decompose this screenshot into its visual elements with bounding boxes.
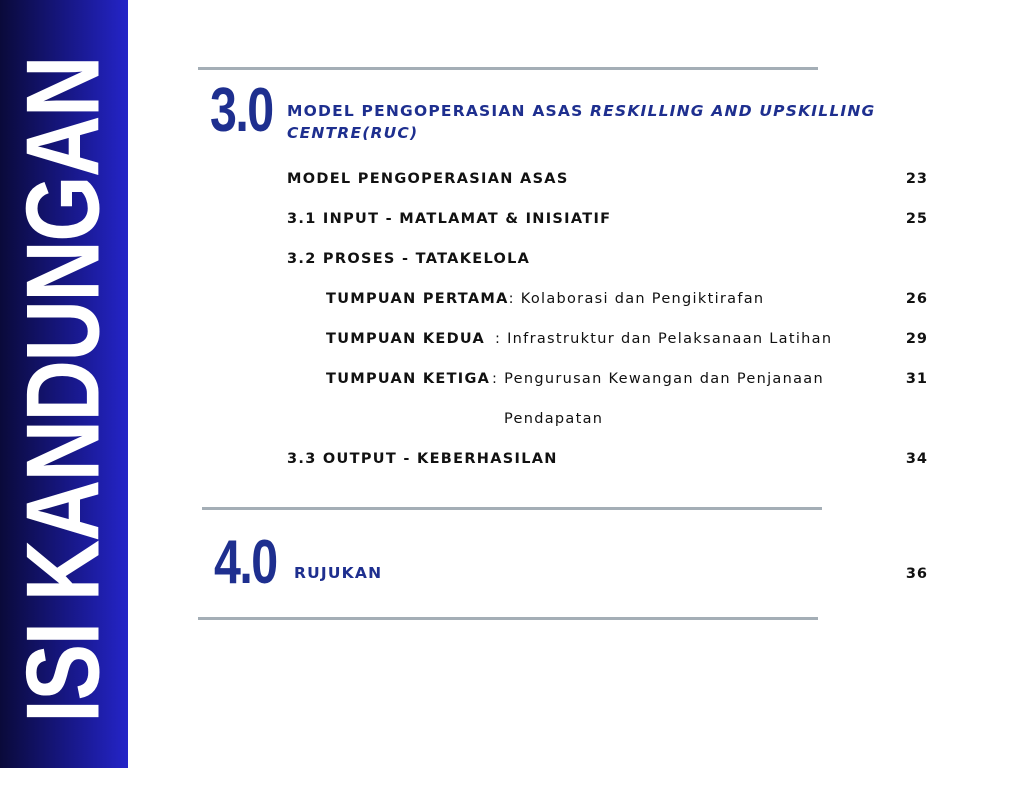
toc-entry-label: 3.1 INPUT - MATLAMAT & INISIATIF	[287, 211, 612, 227]
toc-subentry-label-rest: : Kolaborasi dan Pengiktirafan	[508, 291, 765, 307]
toc-entry-label: MODEL PENGOPERASIAN ASAS	[287, 171, 569, 187]
toc-entry[interactable]	[287, 171, 569, 187]
section-3-top-rule	[198, 67, 818, 70]
toc-entry-label: 3.2 PROSES - TATAKELOLA	[287, 251, 531, 267]
toc-entry[interactable]	[287, 451, 558, 467]
section-3-title-plain: MODEL PENGOPERASIAN ASAS	[287, 102, 591, 120]
toc-page-number: 31	[905, 371, 928, 387]
toc-subentry-label-bold: TUMPUAN KEDUA	[326, 331, 486, 347]
toc-entry[interactable]	[287, 211, 611, 227]
toc-page-number: 29	[905, 331, 928, 347]
section-4-bottom-rule	[198, 617, 818, 620]
sidebar-title-text: ISI KANDUNGAN	[5, 57, 122, 723]
toc-entry-label: 3.3 OUTPUT - KEBERHASILAN	[287, 451, 558, 467]
toc-subentry[interactable]	[326, 291, 764, 307]
sidebar-title	[5, 0, 124, 796]
section-4-top-rule	[202, 507, 822, 510]
section-4-title[interactable]: RUJUKAN	[294, 564, 383, 582]
section-3-number: 3.0	[210, 76, 273, 145]
section-3-title	[287, 100, 877, 144]
toc-page-number: 25	[905, 211, 928, 227]
section-3-title-italic-line2: CENTRE(RUC)	[287, 124, 419, 142]
toc-subentry-label-rest: : Pengurusan Kewangan dan Penjanaan	[492, 371, 824, 387]
toc-subentry[interactable]	[326, 371, 824, 387]
toc-page-number: 23	[905, 171, 928, 187]
toc-subentry-label-bold: TUMPUAN KETIGA	[326, 371, 491, 387]
toc-subentry-continuation: Pendapatan	[504, 411, 604, 427]
toc-page-number: 36	[905, 566, 928, 582]
toc-page-number: 26	[905, 291, 928, 307]
section-3-title-italic: RESKILLING AND UPSKILLING	[590, 102, 876, 120]
section-4-number: 4.0	[214, 528, 277, 597]
toc-page-number: 34	[905, 451, 928, 467]
toc-entry[interactable]	[287, 251, 530, 267]
sidebar-banner	[0, 0, 128, 768]
toc-subentry[interactable]	[326, 331, 832, 347]
toc-subentry-label-rest: : Infrastruktur dan Pelaksanaan Latihan	[495, 331, 833, 347]
toc-subentry-label-bold: TUMPUAN PERTAMA	[326, 291, 509, 307]
